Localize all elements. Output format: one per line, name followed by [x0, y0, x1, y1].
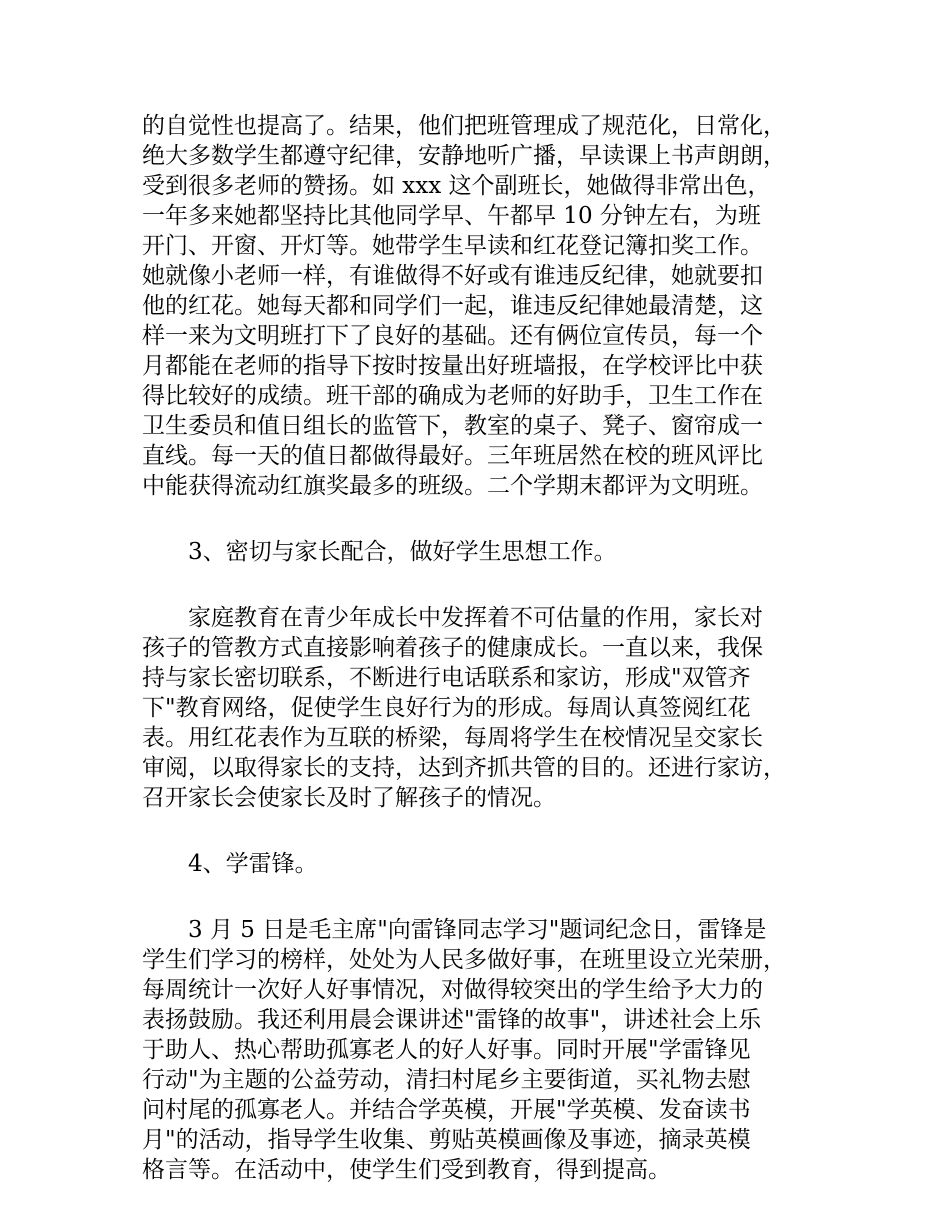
- text-line: 每周统计一次好人好事情况，对做得较突出的学生给予大力的: [142, 977, 763, 1003]
- paragraph-spacer: [142, 567, 842, 603]
- text-line: 她就像小老师一样，有谁做得不好或有谁违反纪律，她就要扣: [142, 263, 763, 289]
- text-line: 表。用红花表作为互联的桥梁，每周将学生在校情况呈交家长: [142, 725, 763, 751]
- text-line: 中能获得流动红旗奖最多的班级。二个学期末都评为文明班。: [142, 473, 763, 499]
- text-line: 审阅，以取得家长的支持，达到齐抓共管的目的。还进行家访，: [142, 755, 786, 781]
- text-line: 受到很多老师的赞扬。如 xxx 这个副班长，她做得非常出色，: [142, 173, 771, 199]
- text-line: 召开家长会使家长及时了解孩子的情况。: [142, 785, 556, 811]
- text-line: 月都能在老师的指导下按时按量出好班墙报，在学校评比中获: [142, 353, 763, 379]
- paragraph-class-management: [142, 111, 842, 501]
- text-line: 行动"为主题的公益劳动，清扫村尾乡主要街道，买礼物去慰: [142, 1067, 751, 1093]
- text-line: 家庭教育在青少年成长中发挥着不可估量的作用，家长对: [188, 605, 763, 631]
- paragraph-spacer: [142, 501, 842, 537]
- paragraph-spacer: [142, 813, 842, 849]
- text-line: 孩子的管教方式直接影响着孩子的健康成长。一直以来，我保: [142, 635, 763, 661]
- section-heading-3: [142, 537, 842, 567]
- text-line: 卫生委员和值日组长的监管下，教室的桌子、凳子、窗帘成一: [142, 413, 763, 439]
- heading-text: 4、学雷锋。: [188, 851, 318, 877]
- text-line: 表扬鼓励。我还利用晨会课讲述"雷锋的故事"，讲述社会上乐: [142, 1007, 762, 1033]
- text-line: 绝大多数学生都遵守纪律，安静地听广播，早读课上书声朗朗，: [142, 143, 786, 169]
- text-line: 学生们学习的榜样，处处为人民多做好事，在班里设立光荣册，: [142, 947, 786, 973]
- text-line: 他的红花。她每天都和同学们一起，谁违反纪律她最清楚，这: [142, 293, 763, 319]
- text-line: 格言等。在活动中，使学生们受到教育，得到提高。: [142, 1157, 671, 1183]
- text-line: 持与家长密切联系，不断进行电话联系和家访，形成"双管齐: [142, 665, 751, 691]
- text-line: 的自觉性也提高了。结果，他们把班管理成了规范化，日常化，: [142, 113, 786, 139]
- paragraph-learn-leifeng: [142, 915, 842, 1185]
- text-line: 样一来为文明班打下了良好的基础。还有俩位宣传员，每一个: [142, 323, 763, 349]
- heading-text: 3、密切与家长配合，做好学生思想工作。: [188, 539, 617, 565]
- document-body: [142, 111, 842, 1185]
- section-heading-4: [142, 849, 842, 879]
- text-line: 于助人、热心帮助孤寡老人的好人好事。同时开展"学雷锋见: [142, 1037, 751, 1063]
- paragraph-spacer: [142, 879, 842, 915]
- text-line: 问村尾的孤寡老人。并结合学英模，开展"学英模、发奋读书: [142, 1097, 751, 1123]
- paragraph-family-cooperation: [142, 603, 842, 813]
- text-line: 月"的活动，指导学生收集、剪贴英模画像及事迹，摘录英模: [142, 1127, 751, 1153]
- text-line: 开门、开窗、开灯等。她带学生早读和红花登记簿扣奖工作。: [142, 233, 763, 259]
- text-line: 一年多来她都坚持比其他同学早、午都早 10 分钟左右，为班: [142, 203, 761, 229]
- text-line: 得比较好的成绩。班干部的确成为老师的好助手，卫生工作在: [142, 383, 763, 409]
- text-line: 直线。每一天的值日都做得最好。三年班居然在校的班风评比: [142, 443, 763, 469]
- text-line: 3 月 5 日是毛主席"向雷锋同志学习"题词纪念日，雷锋是: [188, 917, 767, 943]
- text-line: 下"教育网络，促使学生良好行为的形成。每周认真签阅红花: [142, 695, 751, 721]
